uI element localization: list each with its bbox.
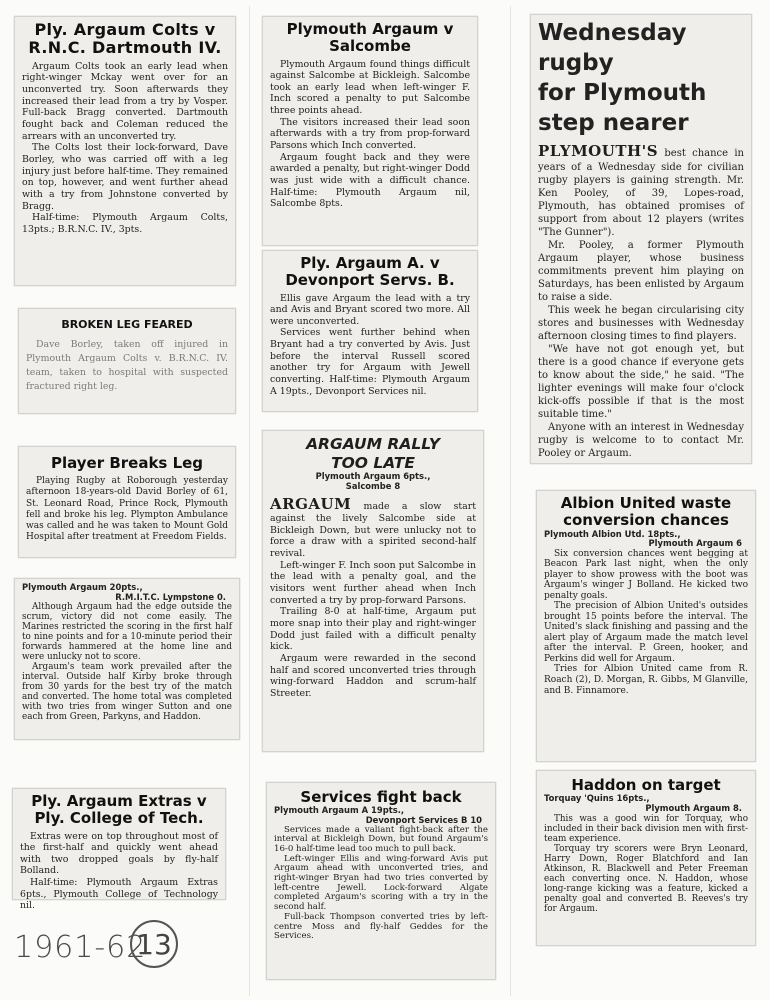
article-lead-paragraph: [270, 495, 476, 560]
article-paragraph: Argaum Colts took an early lead when right-winger Mckay went over for an unconverted try. Soon afterwards they increased their lead from a try by Vosper. Full-back Bragg converted. Dartmouth fought back and Coleman reduced the arrears with an unconverted try.: [22, 60, 228, 142]
article-paragraph: Extras were on top throughout most of the first-half and quickly went ahead with two dropped goals by fly-half Bolland.: [20, 830, 218, 877]
score-line-away: Salcombe 8: [345, 480, 401, 491]
page-number-circle: 13: [130, 920, 178, 968]
clipping-headline-line2: R.N.C. Dartmouth IV.: [28, 38, 222, 58]
article-paragraph: This week he began circularising city stores and businesses with Wednesday afternoon closing times to find players.: [538, 305, 744, 343]
article-paragraph: Services made a valiant fight-back after the interval at Bickleigh Down, but found Argaum's 16-0 half-time lead too much to pull back.: [274, 824, 488, 854]
clipping-extras-v-college: [12, 788, 226, 912]
clipping-colts-v-dartmouth: [14, 16, 236, 286]
clipping-haddon-on-target: [536, 770, 756, 946]
column-gutter-right: [510, 6, 511, 996]
article-paragraph: Six conversion chances went begging at Beacon Park last night, when the only player to show prowess with the boot was Argaum's winger J Bolland. He kicked two penalty goals.: [544, 548, 748, 601]
article-paragraph: Left-winger F. Inch soon put Salcombe in the lead with a penalty goal, and the visitors went further ahead when Inch converted a try by prop-forward Parsons.: [270, 559, 476, 606]
clipping-headline-line1: Ply. Argaum Colts v: [34, 20, 216, 39]
article-paragraph: Torquay try scorers were Bryn Leonard, Harry Down, Roger Blatchford and Ian Atkinson, R. Blackwell and Peter Freeman each converting once. N. Haddon, whose long-range kicking was a feature, kicked a penalty goal and converted B. Reeves's try for Argaum.: [544, 843, 748, 914]
clipping-headline-line2: Devonport Servs. B.: [285, 271, 455, 290]
clipping-headline: Haddon on target: [571, 776, 721, 794]
article-paragraph: Services went further behind when Bryant had a try converted by Avis. Just before the interval Russell scored another try for Argaum with Jewell converting. Half-time: Plymouth Argaum A 19pts., Devonport Services nil.: [270, 327, 470, 397]
clipping-headline: BROKEN LEG FEARED: [61, 318, 193, 331]
article-paragraph: Half-time: Plymouth Argaum Extras 6pts., Plymouth College of Technology nil.: [20, 877, 218, 912]
score-line-away: Plymouth Argaum 8.: [645, 802, 742, 813]
article-paragraph: Left-winger Ellis and wing-forward Avis put Argaum ahead with unconverted tries, and right-winger Bryan had two tries converted by left-centre Jewell. Lock-forward Algate completed Argaum's scoring with a try in the second half.: [274, 853, 488, 913]
column-gutter-left: [249, 6, 250, 996]
clipping-argaum-v-lympstone: [14, 578, 240, 740]
article-paragraph: "We have not got enough yet, but there is a good chance if everyone gets to know about the side," he said. "The lighter evenings will make four o'clock kick-offs possible if that is the most suitable time.": [538, 344, 744, 421]
score-line-away: Devonport Services B 10: [365, 814, 482, 825]
article-paragraph: Full-back Thompson converted tries by left-centre Moss and fly-half Geddes for the Services.: [274, 911, 488, 942]
article-paragraph: Playing Rugby at Roborough yesterday afternoon 18-years-old David Borley of 61, St. Leonard Road, Prince Rock, Plymouth fell and broke his leg. Plympton Ambulance was called and he was taken to Mount Gold Hospital after treatment at Freedom Fields.: [26, 476, 228, 543]
score-line-away: R.M.I.T.C. Lympstone 0.: [115, 591, 226, 602]
article-lead-paragraph: [538, 142, 744, 240]
score-line-home: Plymouth Argaum 6pts.,: [315, 471, 431, 482]
article-paragraph: Ellis gave Argaum the lead with a try and Avis and Bryant scored two more. All were unconverted.: [270, 292, 470, 327]
clipping-headline-line1: Ply. Argaum Extras v: [31, 792, 207, 810]
drop-cap-word: PLYMOUTH'S: [538, 141, 659, 160]
article-paragraph: Mr. Pooley, a former Plymouth Argaum player, whose business commitments prevent him playing on Saturdays, has been enlisted by Argaum to raise a side.: [538, 240, 744, 304]
clipping-headline-line2: Salcombe: [329, 37, 411, 56]
clipping-player-breaks-leg: [18, 446, 236, 558]
clipping-argaum-v-salcombe: [262, 16, 478, 246]
article-paragraph: The Colts lost their lock-forward, Dave Borley, who was carried off with a leg injury just before half-time. They remained on top, however, and went further ahead with a try from Johnstone converted by Bragg.: [22, 142, 228, 212]
clipping-headline: Player Breaks Leg: [50, 454, 204, 472]
article-paragraph: Trailing 8-0 at half-time, Argaum put more snap into their play and right-winger Dodd just failed with a difficult penalty kick.: [270, 606, 476, 653]
clipping-headline: Services fight back: [300, 788, 462, 806]
score-line-away: Plymouth Argaum 6: [648, 538, 742, 549]
clipping-headline-line1: Plymouth Argaum v: [286, 20, 454, 38]
clipping-headline-line3: step nearer: [538, 109, 689, 136]
article-paragraph: Argaum's team work prevailed after the interval. Outside half Kirby broke through from 30 yards for the best try of the match and converted. The home total was completed with two tries from winger Sutton and one each from Green, Parkyns, and Haddon.: [22, 662, 232, 723]
clipping-albion-united: [536, 490, 756, 762]
season-annotation: 1961-62: [14, 930, 147, 965]
clipping-headline-line2: conversion chances: [563, 511, 729, 530]
clipping-headline-line1: Wednesday rugby: [538, 20, 687, 76]
clipping-argaum-a-v-devonport: [262, 250, 478, 412]
clipping-headline-line2: Ply. College of Tech.: [34, 809, 204, 828]
clipping-argaum-rally-too-late: [262, 430, 484, 752]
score-line-home: Plymouth Argaum A 19pts.,: [274, 805, 405, 816]
article-paragraph: Argaum fought back and they were awarded a penalty, but right-winger Dodd was just wide with a difficult chance. Half-time: Plymouth Argaum nil, Salcombe 8pts.: [270, 151, 470, 210]
article-paragraph: Anyone with an interest in Wednesday rugby is welcome to to contact Mr. Pooley or Argaum.: [538, 422, 744, 460]
article-lead-text: best chance in years of a Wednesday side for civilian rugby players is gaining strength. Mr. Ken Pooley, of 39, Lopes-road, Plymouth, has obtained promises of support from about 12 players (writes "The Gunner").: [538, 147, 744, 239]
article-paragraph: Tries for Albion United came from R. Roach (2), D. Morgan, R. Gibbs, M Glanville, and B. Finnamore.: [544, 664, 748, 696]
article-paragraph: Half-time: Plymouth Argaum Colts, 13pts.; B.R.N.C. IV., 3pts.: [22, 212, 228, 235]
clipping-headline-line2: for Plymouth: [538, 79, 707, 106]
clipping-wednesday-rugby: [530, 14, 752, 464]
article-paragraph: The visitors increased their lead soon afterwards with a try from prop-forward Parsons which Inch converted.: [270, 116, 470, 152]
clipping-headline-line1: Ply. Argaum A. v: [300, 254, 440, 272]
drop-cap-word: ARGAUM: [270, 494, 352, 513]
article-paragraph: The precision of Albion United's outsides brought 15 points before the interval. The United's slack finishing and passing and the alert play of Argaum made the match level after the interval. P. Green, hooker, and Perkins did well for Argaum.: [544, 601, 748, 664]
score-line-home: Plymouth Argaum 20pts.,: [22, 582, 143, 592]
article-paragraph: Although Argaum had the edge outside the scrum, victory did not come easily. The Marines restricted the scoring in the first half to nine points and for a 10-minute period their forwards hammered at the home line and were unlucky not to score.: [22, 602, 232, 663]
clipping-headline-line1: Albion United waste: [560, 494, 732, 512]
article-paragraph: This was a good win for Torquay, who included in their back division men with first-team experience.: [544, 813, 748, 844]
clipping-headline-line1: ARGAUM RALLY: [306, 435, 440, 453]
article-paragraph: Argaum were rewarded in the second half and scored unconverted tries through wing-forward Haddon and scrum-half Streeter.: [270, 652, 476, 699]
score-line-home: Plymouth Albion Utd. 18pts.,: [544, 528, 681, 539]
clipping-services-fight-back: [266, 782, 496, 980]
article-paragraph: Dave Borley, taken off injured in Plymouth Argaum Colts v. B.R.N.C. IV. team, taken to hospital with suspected fractured right leg.: [26, 338, 228, 392]
article-lead-text: made a slow start against the lively Salcombe side at Bickleigh Down, but were unlucky not to force a draw with a spirited second-half revival.: [270, 500, 476, 560]
clipping-headline-line2: TOO LATE: [331, 453, 415, 472]
article-paragraph: Plymouth Argaum found things difficult against Salcombe at Bickleigh. Salcombe took an early lead when left-winger F. Inch scored a penalty to put Salcombe three points ahead.: [270, 58, 470, 117]
score-line-home: Torquay 'Quins 16pts.,: [544, 793, 650, 804]
clipping-broken-leg-feared: [18, 308, 236, 414]
